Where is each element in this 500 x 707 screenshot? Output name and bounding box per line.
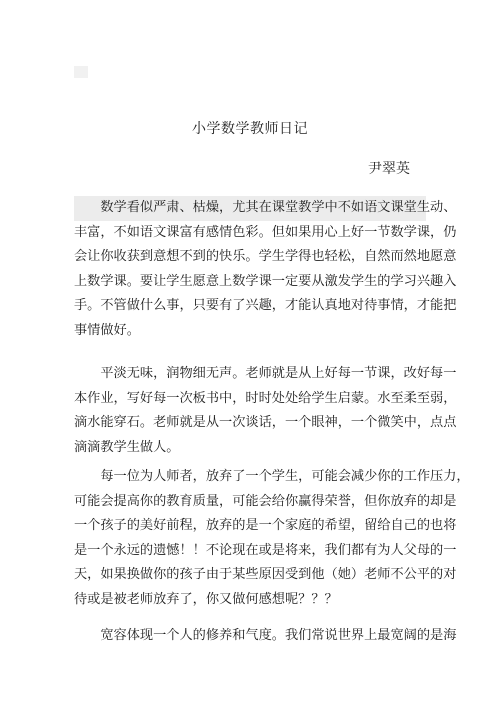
- text-line: 会让你收获到意想不到的快乐。学生学得也轻松，自然而然地愿意: [74, 249, 457, 265]
- scan-mark: [74, 66, 88, 78]
- text-line: 待或是被老师放弃了，你又做何感想呢？？？: [74, 591, 338, 607]
- paragraph-1: [74, 196, 457, 344]
- author-name: 尹翠英: [368, 161, 410, 177]
- text-line: 手。不管做什么事，只要有了兴趣，才能认真地对待事情，才能把: [74, 298, 457, 314]
- text-line: 宽容体现一个人的修养和气度。我们常说世界上最宽阔的是海: [74, 628, 457, 643]
- text-line: 本作业，写好每一次板书中，时时处处给学生启蒙。水至柔至弱，: [74, 390, 457, 406]
- text-line: 上数学课。要让学生愿意上数学课一定要从激发学生的学习兴趣入: [74, 273, 457, 289]
- text-line: 可能会提高你的教育质量，可能会给你赢得荣誉，但你放弃的却是: [74, 493, 457, 509]
- text-line: 是一个永远的遗憾！！不论现在或是将来，我们都有为人父母的一: [74, 542, 457, 558]
- text-line: 事情做好。: [74, 322, 140, 338]
- text-line: 每一位为人师者，放弃了一个学生，可能会减少你的工作压力，: [74, 469, 470, 484]
- text-line: 丰富，不如语文课富有感情色彩。但如果用心上好一节数学课，仍: [74, 224, 457, 240]
- document-title: 小学数学教师日记: [192, 121, 308, 137]
- text-line: 数学看似严肃、枯燥，尤其在课堂教学中不如语文课堂生动、: [74, 196, 426, 221]
- text-line: 天，如果换做你的孩子由于某些原因受到他（她）老师不公平的对: [74, 567, 457, 583]
- paragraph-3: [74, 465, 470, 613]
- text-line: 滴水能穿石。老师就是从一次谈话，一个眼神，一个微笑中，点点: [74, 415, 457, 431]
- text-line: 一个孩子的美好前程，放弃的是一个家庭的希望，留给自己的也将: [74, 518, 457, 534]
- paragraph-4: [74, 624, 457, 649]
- text-line: 平淡无味，润物细无声。老师就是从上好每一节课，改好每一: [74, 366, 457, 381]
- paragraph-2: [74, 362, 457, 460]
- text-line: 滴滴教学生做人。: [74, 439, 180, 455]
